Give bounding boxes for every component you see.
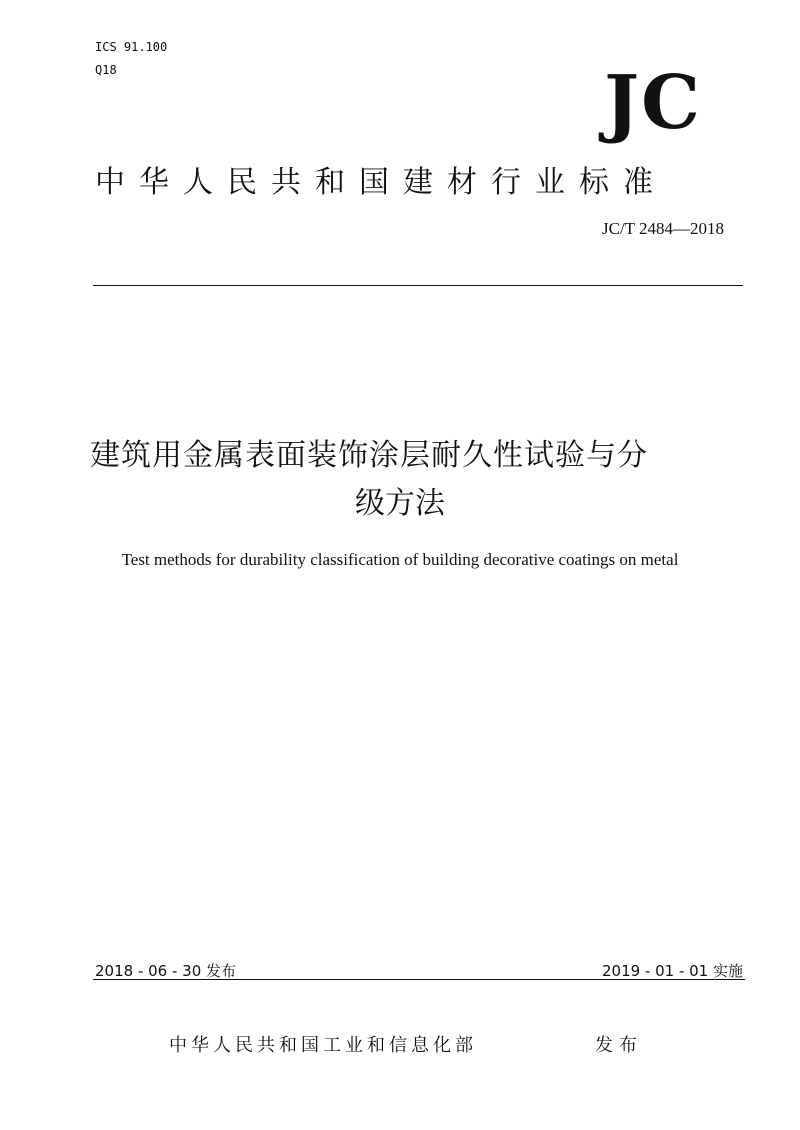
issue-label: 发布 xyxy=(595,1035,643,1056)
title-line-1: 建筑用金属表面装饰涂层耐久性试验与分 xyxy=(90,438,648,473)
document-title-zh xyxy=(90,432,710,528)
document-title-en: Test methods for durability classification of building decorative coatings on metal xyxy=(121,550,679,569)
classification-code: Q18 xyxy=(95,63,117,77)
title-line-2: 级方法 xyxy=(355,486,445,521)
standard-category-title: 中华人民共和国建材行业标准 xyxy=(95,165,667,200)
jc-logo: JC xyxy=(604,60,702,146)
publish-date: 2018 - 06 - 30 发布 xyxy=(95,962,237,980)
top-divider xyxy=(93,285,743,286)
issuing-authority: 中华人民共和国工业和信息化部 xyxy=(169,1035,477,1056)
standard-number: JC/T 2484—2018 xyxy=(601,219,724,238)
bottom-divider xyxy=(93,979,745,980)
ics-code: ICS 91.100 xyxy=(95,40,168,54)
implement-date: 2019 - 01 - 01 实施 xyxy=(601,962,743,980)
